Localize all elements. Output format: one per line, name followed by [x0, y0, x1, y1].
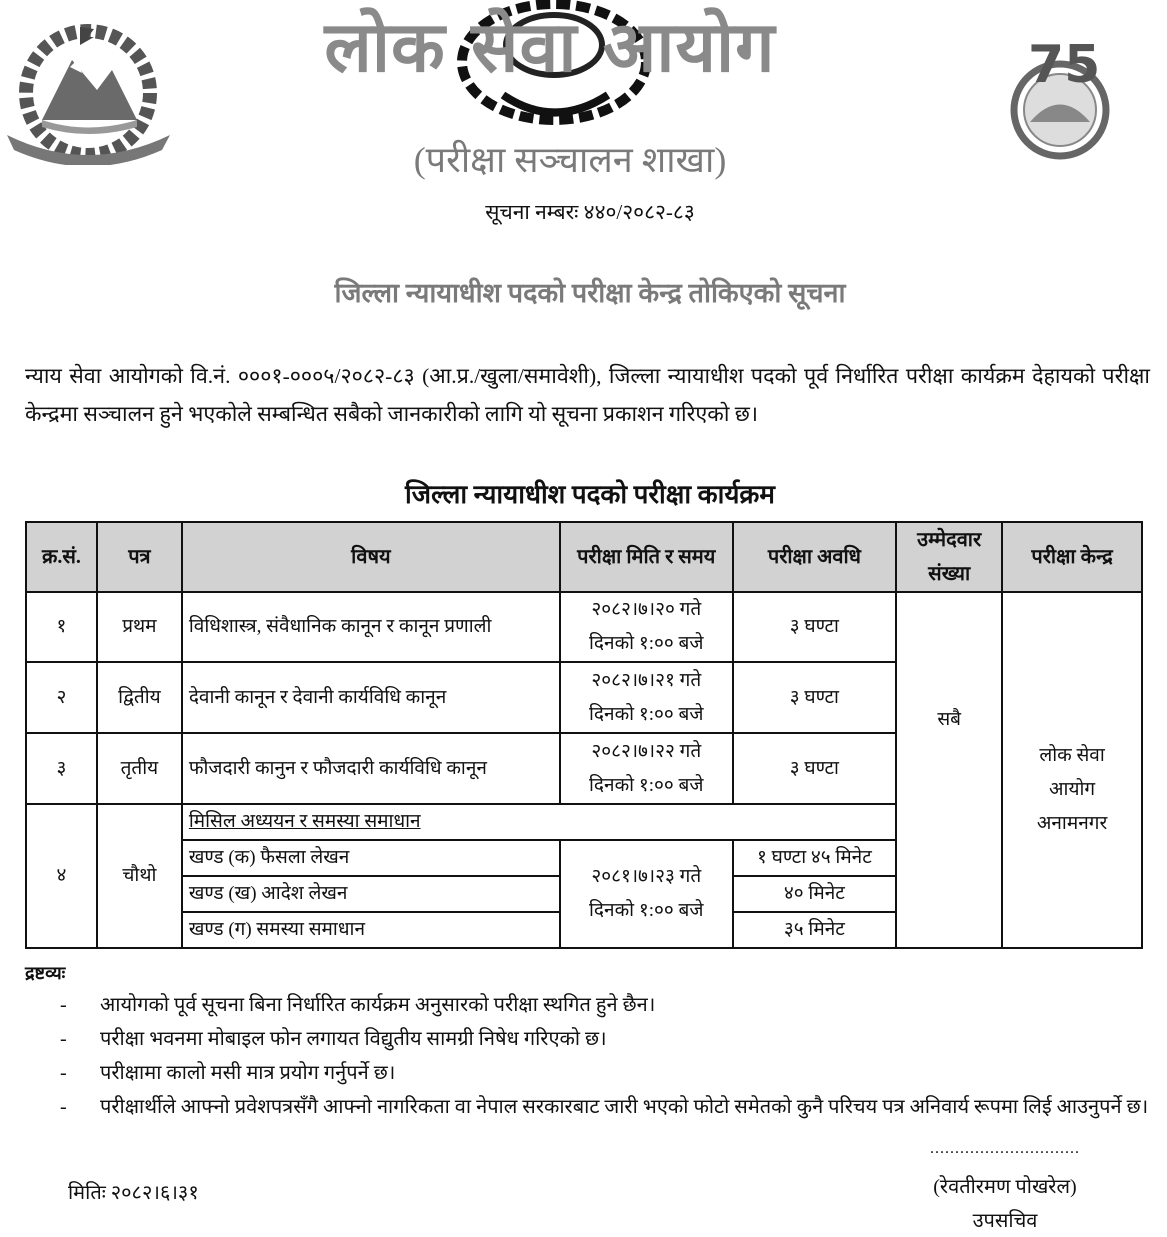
header-candidates: उम्मेदवार संख्या [896, 522, 1002, 592]
nepal-emblem-logo [2, 15, 174, 165]
cell-subject: विधिशास्त्र, संवैधानिक कानून र कानून प्रणाली [182, 592, 560, 662]
exam-time: दिनको १:०० बजे [589, 633, 704, 654]
cell-section: खण्ड (ख) आदेश लेखन [182, 876, 560, 912]
cell-paper: प्रथम [97, 592, 182, 662]
cell-paper: द्वितीय [97, 662, 182, 733]
table-header-row [26, 522, 1142, 592]
centre-line: आयोग [1049, 779, 1096, 800]
cell-duration: ३ घण्टा [733, 662, 897, 733]
note-text: परीक्षार्थीले आफ्नो प्रवेशपत्रसँगै आफ्नो नागरिकता वा नेपाल सरकारबाट जारी भएको फोटो समेतको कुनै परिचय पत्र अनिवार्य रूपमा लिई आउनुपर्ने छ। [100, 1096, 1149, 1118]
cell-sn: २ [26, 662, 97, 733]
notes-title: द्रष्टव्यः [25, 963, 66, 983]
note-item [60, 1022, 1155, 1056]
anniversary-75-logo [990, 32, 1132, 162]
header-centre: परीक्षा केन्द्र [1002, 522, 1142, 592]
cell-paper: चौथो [97, 804, 182, 948]
cell-duration: ३५ मिनेट [733, 912, 897, 948]
schedule-table-title: जिल्ला न्यायाधीश पदको परीक्षा कार्यक्रम [405, 480, 775, 509]
note-item [60, 1090, 1155, 1124]
cell-sn: १ [26, 592, 97, 662]
cell-duration: ३ घण्टा [733, 733, 897, 804]
bullet-dash: - [60, 1028, 67, 1050]
cell-date-time [560, 662, 733, 733]
notice-number: सूचना नम्बरः ४४०/२०८२-८३ [485, 200, 695, 224]
exam-time: दिनको १:०० बजे [589, 900, 704, 921]
header-date-time: परीक्षा मिति र समय [560, 522, 733, 592]
exam-time: दिनको १:०० बजे [589, 774, 704, 796]
exam-time: दिनको १:०० बजे [589, 703, 704, 725]
header-duration: परीक्षा अवधि [733, 522, 897, 592]
cell-paper: तृतीय [97, 733, 182, 804]
cell-sn: ३ [26, 733, 97, 804]
header-sn: क्र.सं. [26, 522, 97, 592]
exam-schedule-table [25, 521, 1143, 949]
bullet-dash: - [60, 1096, 67, 1118]
bullet-dash: - [60, 994, 67, 1016]
table-row [26, 592, 1142, 662]
centre-line: अनामनगर [1036, 813, 1108, 834]
branch-subtitle: (परीक्षा सञ्चालन शाखा) [413, 140, 727, 180]
cell-subject: फौजदारी कानुन र फौजदारी कार्यविधि कानून [182, 733, 560, 804]
exam-date: २०८१।७।२३ गते [591, 866, 702, 887]
cell-duration: १ घण्टा ४५ मिनेट [733, 840, 897, 876]
note-text: आयोगको पूर्व सूचना बिना निर्धारित कार्यक्रम अनुसारको परीक्षा स्थगित हुने छैन। [100, 994, 656, 1016]
cell-candidates: सबै [896, 592, 1002, 948]
cell-duration: ३ घण्टा [733, 592, 897, 662]
bullet-dash: - [60, 1062, 67, 1084]
signature-line: .............................. [930, 1140, 1080, 1157]
notice-date: मितिः २०८२।६।३१ [68, 1182, 199, 1204]
exam-date: २०८२।७।२२ गते [591, 740, 702, 762]
exam-date: २०८२।७।२० गते [591, 599, 702, 620]
centre-line: लोक सेवा [1039, 745, 1105, 766]
cell-date-time [560, 733, 733, 804]
note-item [60, 988, 1155, 1022]
note-text: परीक्षा भवनमा मोबाइल फोन लगायत विद्युतीय सामग्री निषेध गरिएको छ। [100, 1028, 607, 1050]
cell-date-time [560, 840, 733, 948]
note-item [60, 1056, 1155, 1090]
cell-section: खण्ड (क) फैसला लेखन [182, 840, 560, 876]
cell-section: खण्ड (ग) समस्या समाधान [182, 912, 560, 948]
cell-subject-title [182, 804, 896, 840]
exam-date: २०८२।७।२१ गते [591, 669, 702, 691]
notice-heading: जिल्ला न्यायाधीश पदको परीक्षा केन्द्र तोकिएको सूचना [334, 278, 846, 308]
header-paper: पत्र [97, 522, 182, 592]
cell-centre [1002, 592, 1142, 948]
notes-list [60, 988, 1155, 1124]
cell-date-time [560, 592, 733, 662]
cell-sn: ४ [26, 804, 97, 948]
notice-paragraph: न्याय सेवा आयोगको वि.नं. ०००१-०००५/२०८२-८३ (आ.प्र./खुला/समावेशी), जिल्ला न्यायाधीश पदको पूर्व निर्धारित परीक्षा कार्यक्रम देहायको परीक्षा केन्द्रमा सञ्चालन हुने भएकोले सम्बन्धित सबैको जानकारीको लागि यो सूचना प्रकाशन गरिएको छ। [25, 364, 1150, 426]
anniversary-number: 75 [1028, 35, 1101, 95]
header-subject: विषय [182, 522, 560, 592]
signatory-name: (रेवतीरमण पोखरेल) [933, 1176, 1077, 1198]
cell-duration: ४० मिनेट [733, 876, 897, 912]
signatory-title: उपसचिव [972, 1210, 1038, 1232]
note-text: परीक्षामा कालो मसी मात्र प्रयोग गर्नुपर्ने छ। [100, 1062, 396, 1084]
subject-title-text: मिसिल अध्ययन र समस्या समाधान [188, 811, 421, 832]
organization-title: लोक सेवा आयोग [324, 6, 776, 88]
cell-subject: देवानी कानून र देवानी कार्यविधि कानून [182, 662, 560, 733]
